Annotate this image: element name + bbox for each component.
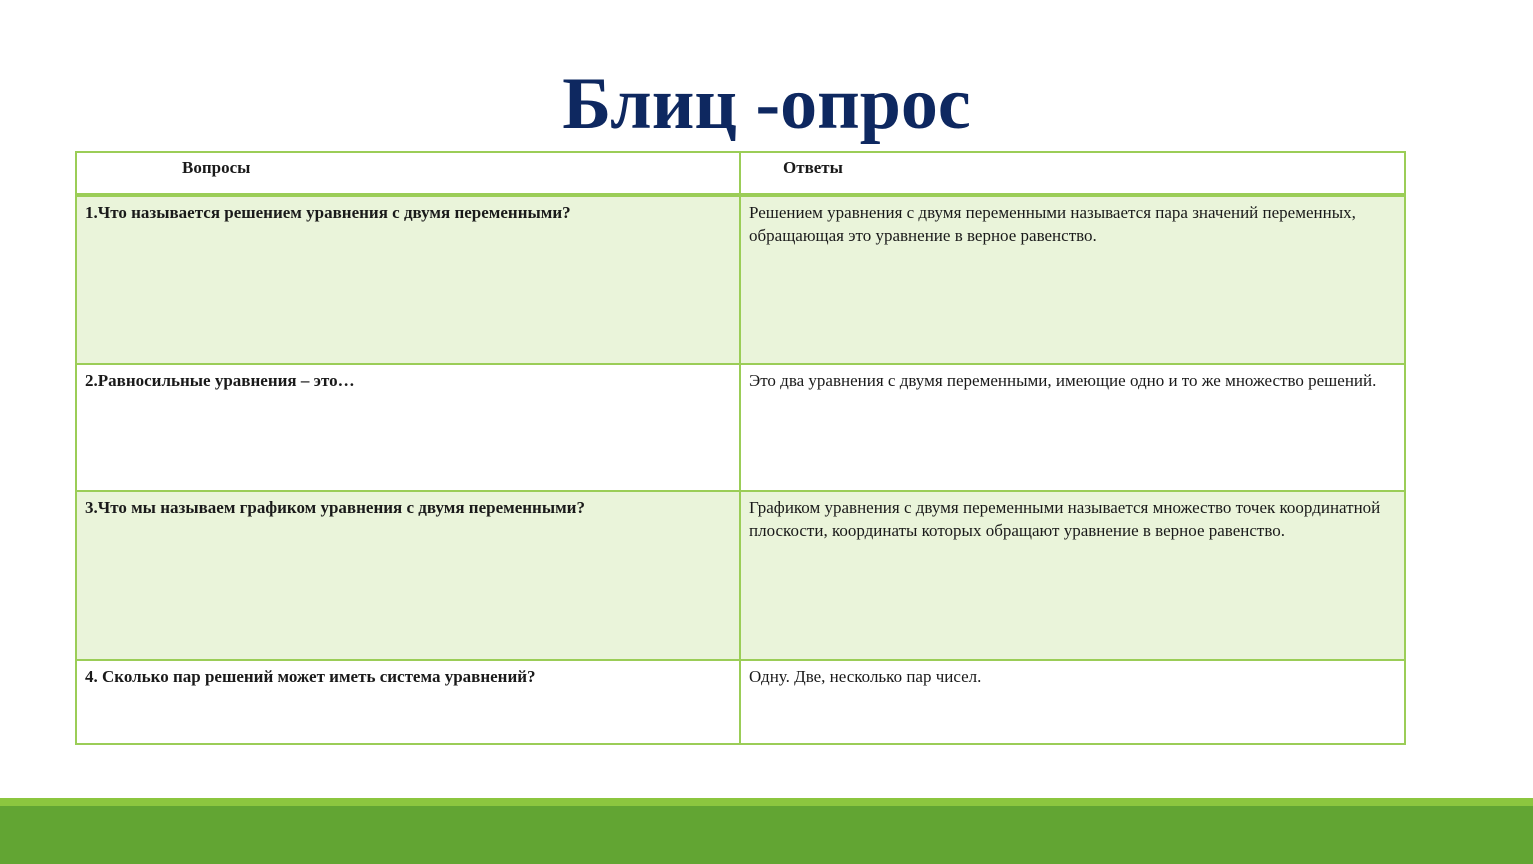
- question-cell: 1.Что называется решением уравнения с двумя переменными?: [76, 195, 740, 364]
- table-header-row: [76, 152, 1405, 195]
- table-row: [76, 195, 1405, 364]
- question-cell: 4. Сколько пар решений может иметь система уравнений?: [76, 660, 740, 744]
- answer-cell: Одну. Две, несколько пар чисел.: [740, 660, 1405, 744]
- answer-cell: Это два уравнения с двумя переменными, имеющие одно и то же множество решений.: [740, 364, 1405, 491]
- question-cell: 2.Равносильные уравнения – это…: [76, 364, 740, 491]
- footer-band: [0, 806, 1533, 864]
- footer-accent-band: [0, 798, 1533, 806]
- quiz-table: [75, 151, 1406, 745]
- question-cell: 3.Что мы называем графиком уравнения с двумя переменными?: [76, 491, 740, 660]
- questions-header: Вопросы: [76, 152, 740, 195]
- answer-cell: Графиком уравнения с двумя переменными называется множество точек координатной плоскости, координаты которых обращают уравнение в верное равенство.: [740, 491, 1405, 660]
- answers-header: Ответы: [740, 152, 1405, 195]
- table-row: [76, 364, 1405, 491]
- slide-title: Блиц -опрос: [562, 63, 971, 145]
- table-row: [76, 660, 1405, 744]
- table-row: [76, 491, 1405, 660]
- answer-cell: Решением уравнения с двумя переменными называется пара значений переменных, обращающая это уравнение в верное равенство.: [740, 195, 1405, 364]
